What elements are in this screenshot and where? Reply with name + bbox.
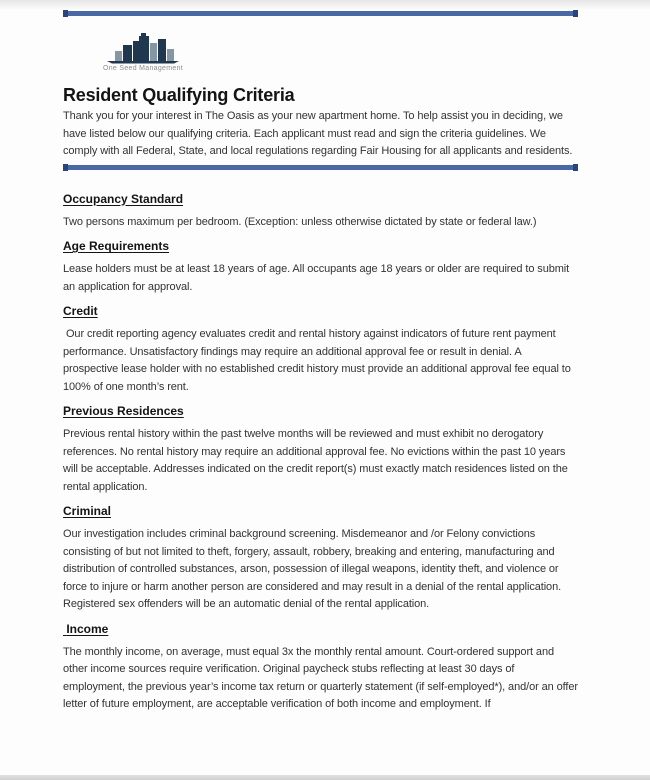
section-body: Two persons maximum per bedroom. (Exception: unless otherwise dictated by state or federal law.): [63, 215, 537, 228]
intro-paragraph: Thank you for your interest in The Oasis as your new apartment home. To help assist you in deciding, we have listed below our qualifying criteria. Each applicant must read and sign the criteria guidelines. We comply with all Federal, State, and local regulations regarding Fair Housing for all applicants and residents.: [63, 110, 573, 157]
section-credit: [63, 304, 578, 396]
city-skyline-icon: [103, 32, 183, 64]
section-heading: Age Requirements: [63, 239, 170, 253]
section-occupancy-standard: [63, 192, 578, 232]
section-body: Our investigation includes criminal background screening. Misdemeanor and /or Felony convictions consisting of but not limited to theft, forgery, assault, robbery, breaking and entering, manufacturing and distribution of controlled substances, arson, possession of illegal weapons, identity theft, and violence or force to injure or harm another person are considered and may result in a denial of the rental application. Registered sex offenders will be an automatic denial of the rental application.: [63, 528, 565, 610]
section-heading: Previous Residences: [63, 404, 184, 418]
page-title: Resident Qualifying Criteria: [63, 85, 295, 105]
company-name: One Seed Management: [102, 65, 184, 72]
section-heading: Credit: [63, 304, 98, 318]
section-body: Our credit reporting agency evaluates credit and rental history against indicators of future rent payment performance. Unsatisfactory findings may require an additional approval fee or result in denial. A prospective lease holder with no established credit history must provide an additional approval fee equal to 100% of one month’s rent.: [63, 328, 574, 393]
section-heading: Criminal: [63, 504, 112, 518]
section-age-requirements: [63, 239, 578, 296]
section-divider: [63, 165, 578, 170]
page-top-shadow: [0, 0, 650, 9]
page-bottom-edge: [0, 775, 650, 780]
section-body: Lease holders must be at least 18 years of age. All occupants age 18 years or older are required to submit an application for approval.: [63, 263, 573, 293]
section-heading: Income: [63, 621, 109, 636]
top-divider: [63, 11, 578, 16]
section-previous-residences: [63, 404, 578, 496]
section-body: The monthly income, on average, must equal 3x the monthly rental amount. Court-ordered support and other income sources require verification. Original paycheck stubs reflecting at least 30 days of employment, the previous year’s income tax return or quarterly statement (if self-employed*), and/or an offer letter of future employment, are acceptable verification of both income and employment. If: [63, 645, 581, 710]
company-logo: [97, 32, 189, 74]
section-body: Previous rental history within the past twelve months will be reviewed and must exhibit no derogatory references. No rental history may require an additional approval fee. No evictions within the past 10 years will be acceptable. Addresses indicated on the credit report(s) must exactly match residences listed on the rental application.: [63, 428, 571, 493]
section-criminal: [63, 504, 578, 614]
section-income: [63, 621, 581, 714]
section-heading: Occupancy Standard: [63, 191, 184, 206]
criteria-sections: [63, 191, 581, 714]
